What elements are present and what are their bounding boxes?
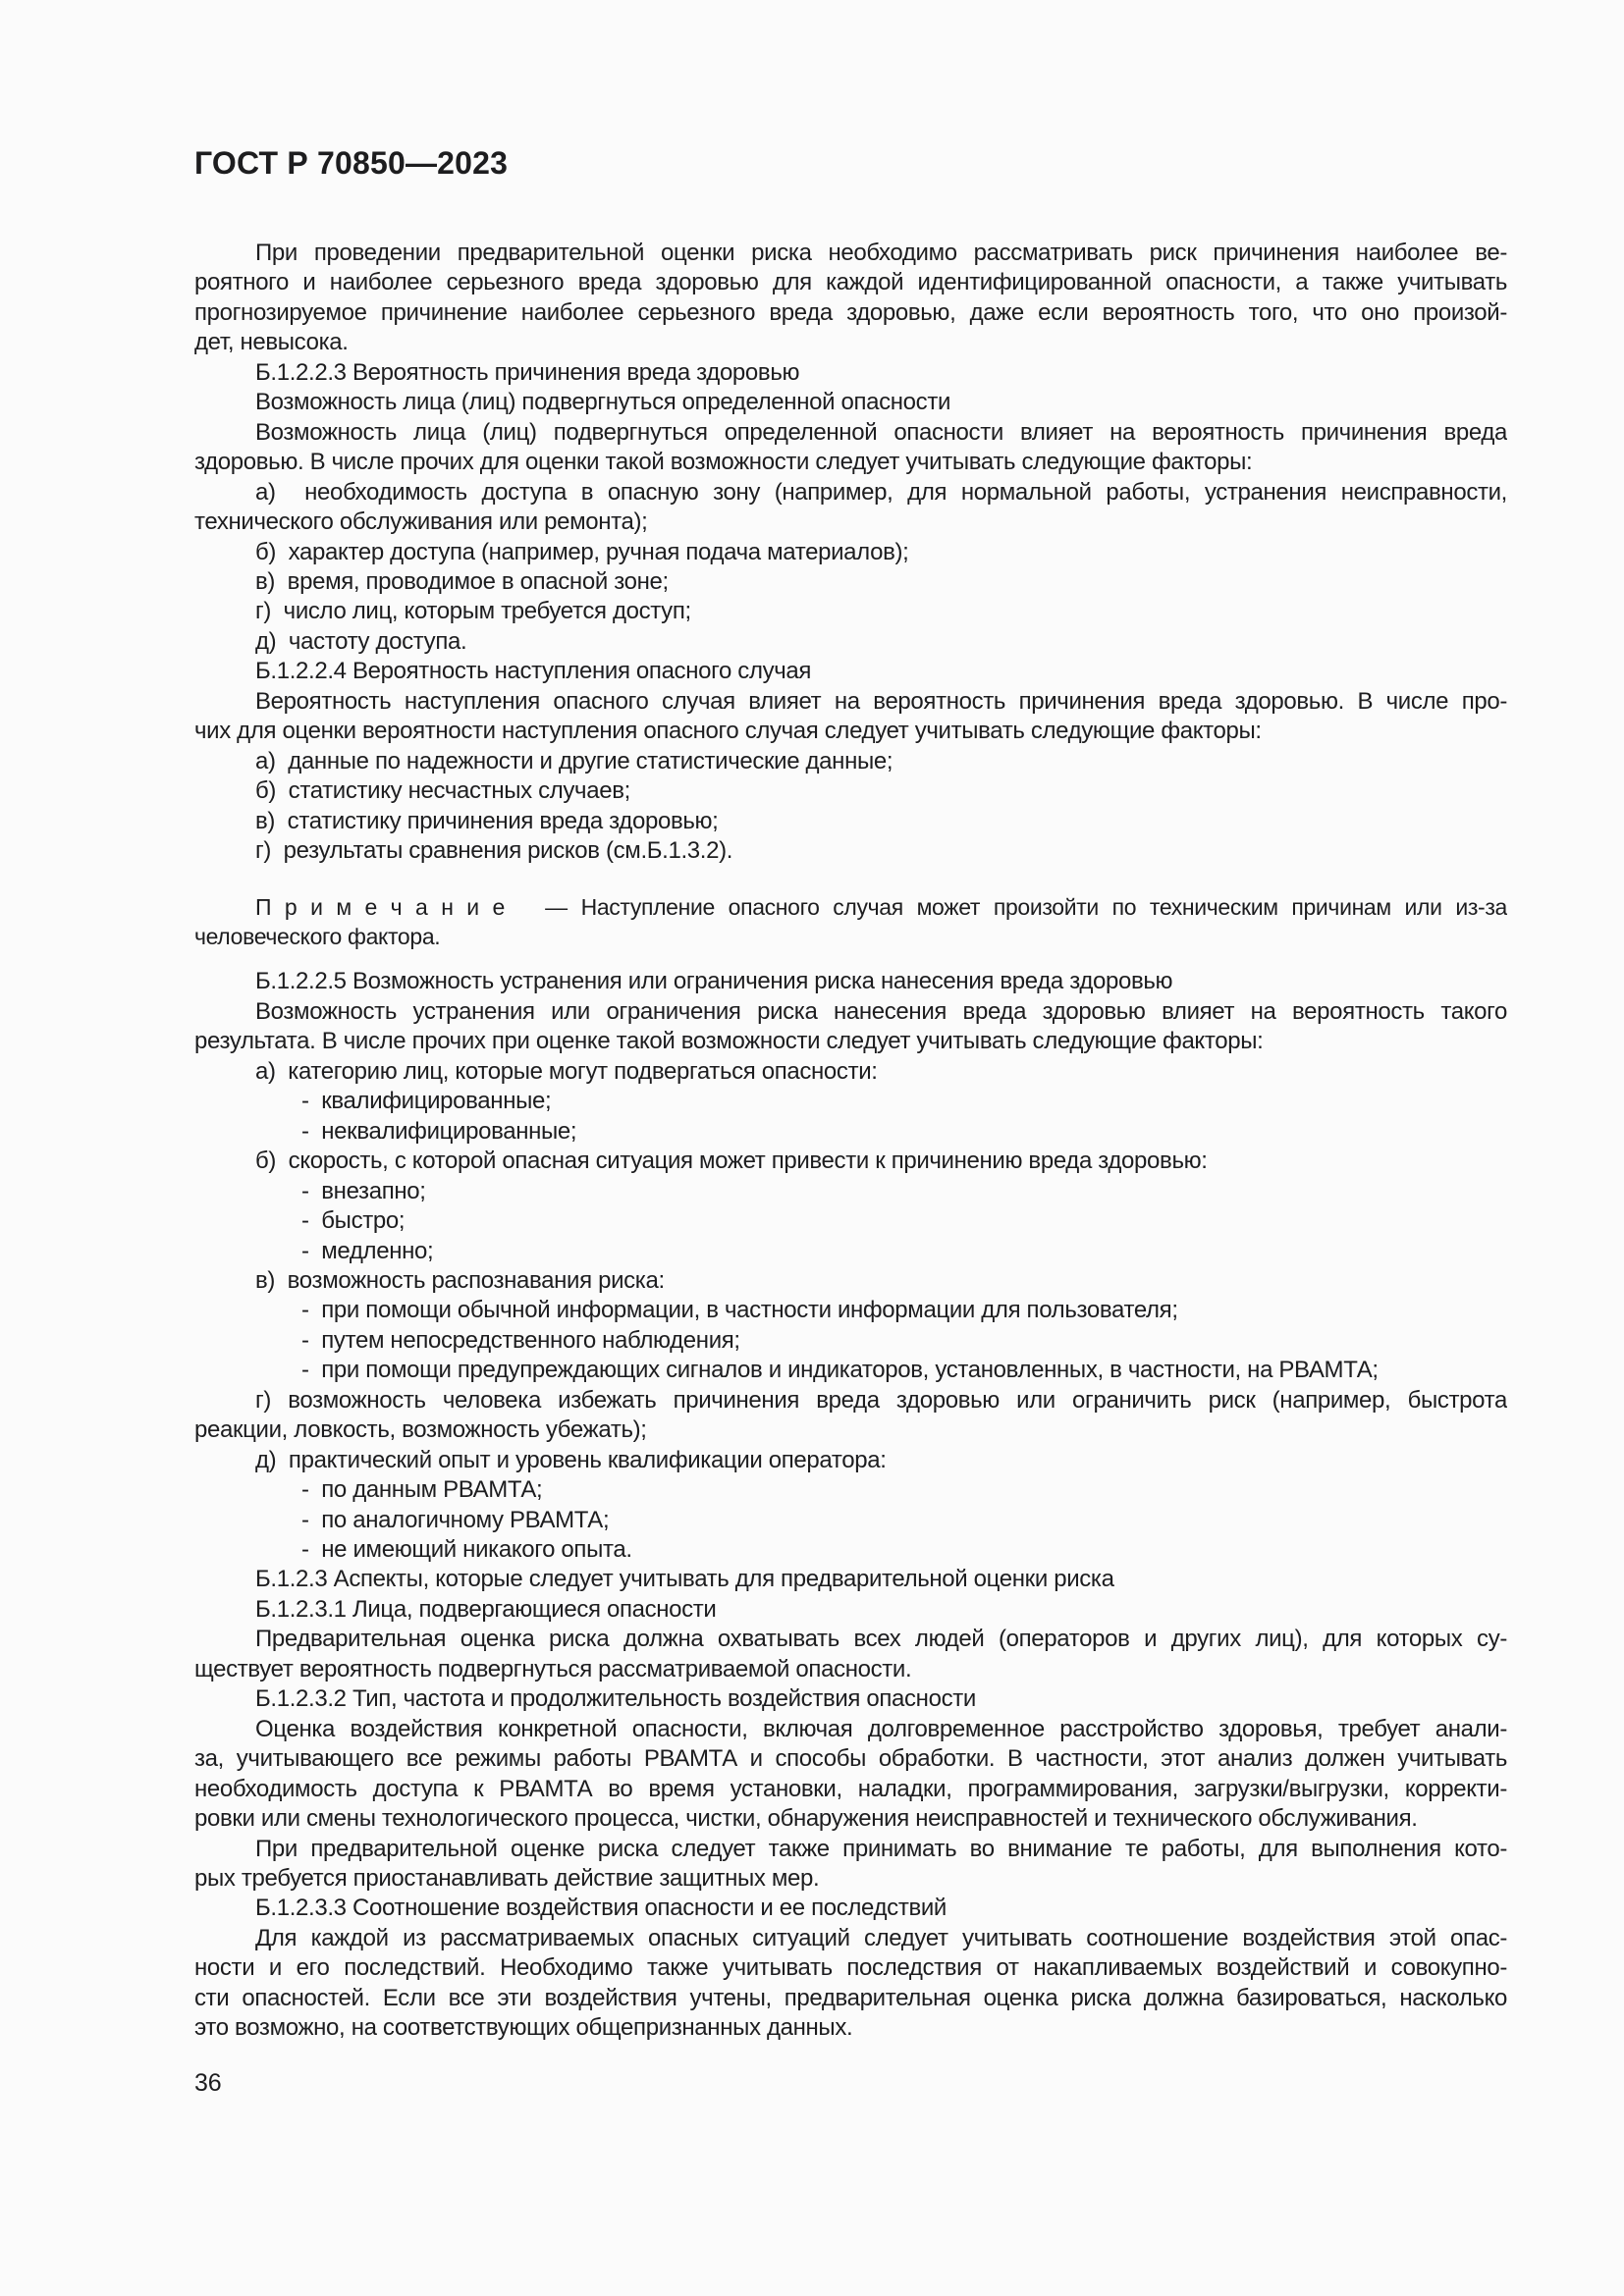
heading-block <box>194 1565 1507 1594</box>
text-line: рых требуется приостанавливать действие защитных мер. <box>194 1865 820 1893</box>
heading-block <box>194 1595 1507 1625</box>
heading-block <box>194 358 1507 388</box>
text-line: реакции, ловкость, возможность убежать); <box>194 1416 647 1444</box>
text-line: а) необходимость доступа в опасную зону (например, для нормальной работы, устранения неисправности, <box>255 478 1507 506</box>
text-line: человеческого фактора. <box>194 923 441 949</box>
text-line: При предварительной оценке риска следует также принимать во внимание те работы, для выполнения кото- <box>255 1835 1507 1862</box>
list-item-block <box>194 747 1507 776</box>
sub-item-block <box>194 1117 1507 1147</box>
text-line: Возможность лица (лиц) подвергнуться определенной опасности влияет на вероятность причинения вреда <box>255 418 1507 446</box>
list-item-block <box>194 836 1507 866</box>
text-line: ности и его последствий. Необходимо также учитывать последствия от накапливаемых воздействий и совокупно- <box>194 1954 1507 1982</box>
text-line: результата. В числе прочих при оценке такой возможности следует учитывать следующие факторы: <box>194 1028 1264 1055</box>
heading-block <box>194 657 1507 686</box>
text-line: Возможность лица (лиц) подвергнуться определенной опасности <box>255 389 951 416</box>
para-block <box>194 1835 1507 1895</box>
text-line: ровки или смены технологического процесса, чистки, обнаружения неисправностей и технического обслуживания. <box>194 1805 1418 1833</box>
text-line: Оценка воздействия конкретной опасности, включая долговременное расстройство здоровья, требует анали- <box>255 1715 1507 1742</box>
text-line: Б.1.2.3.3 Соотношение воздействия опасности и ее последствий <box>255 1895 947 1922</box>
text-line: б) скорость, с которой опасная ситуация может привести к причинению вреда здоровью: <box>255 1148 1208 1175</box>
text-line: Б.1.2.2.5 Возможность устранения или ограничения риска нанесения вреда здоровью <box>255 968 1173 995</box>
text-line: П р и м е ч а н и е — Наступление опасного случая может произойти по техническим причинам или из-за <box>255 893 1507 920</box>
list-item-block <box>194 597 1507 626</box>
para-block <box>194 1625 1507 1684</box>
text-line: г) число лиц, которым требуется доступ; <box>255 598 691 625</box>
text-line: дет, невысока. <box>194 329 349 356</box>
heading-block <box>194 1684 1507 1714</box>
standard-designation: ГОСТ Р 70850—2023 <box>194 145 509 181</box>
text-line: - медленно; <box>301 1237 434 1264</box>
list-item-block <box>194 1057 1507 1087</box>
list-item-block <box>194 776 1507 806</box>
text-line: а) данные по надежности и другие статистические данные; <box>255 747 893 774</box>
document-body <box>194 239 1507 2044</box>
list-item-block <box>194 538 1507 567</box>
text-line: здоровью. В числе прочих для оценки такой возможности следует учитывать следующие факторы: <box>194 449 1253 476</box>
list-item-block <box>194 807 1507 836</box>
text-line: б) характер доступа (например, ручная подача материалов); <box>255 538 909 565</box>
text-line: - путем непосредственного наблюдения; <box>301 1326 740 1354</box>
text-line: - по аналогичному РВАМТА; <box>301 1506 610 1533</box>
text-line: ществует вероятность подвергнуться рассматриваемой опасности. <box>194 1655 912 1682</box>
list-item-block <box>194 627 1507 657</box>
para-block <box>194 239 1507 358</box>
para-block <box>194 997 1507 1057</box>
para-block <box>194 1715 1507 1835</box>
text-line: - по данным РВАМТА; <box>301 1476 543 1504</box>
para-block <box>194 388 1507 417</box>
text-line: д) частоту доступа. <box>255 627 467 655</box>
text-line: в) возможность распознавания риска: <box>255 1266 665 1294</box>
text-line: Б.1.2.2.3 Вероятность причинения вреда здоровью <box>255 358 800 386</box>
para-block <box>194 418 1507 478</box>
heading-block <box>194 1894 1507 1923</box>
text-line: чих для оценки вероятности наступления опасного случая следует учитывать следующие факторы: <box>194 718 1262 745</box>
list-item-block <box>194 1446 1507 1475</box>
sub-item-block <box>194 1506 1507 1535</box>
list-item-block <box>194 567 1507 597</box>
sub-item-block <box>194 1237 1507 1266</box>
text-line: в) статистику причинения вреда здоровью; <box>255 807 719 834</box>
text-line: это возможно, на соответствующих общепризнанных данных. <box>194 2014 853 2042</box>
text-line: - не имеющий никакого опыта. <box>301 1536 632 1564</box>
text-line: Вероятность наступления опасного случая влияет на вероятность причинения вреда здоровью. В числе про- <box>255 687 1507 715</box>
text-line: Возможность устранения или ограничения риска нанесения вреда здоровью влияет на вероятность такого <box>255 997 1507 1025</box>
sub-item-block <box>194 1356 1507 1385</box>
text-line: Б.1.2.3 Аспекты, которые следует учитывать для предварительной оценки риска <box>255 1566 1114 1593</box>
text-line: г) возможность человека избежать причинения вреда здоровью или ограничить риск (например, быстрота <box>255 1386 1507 1414</box>
text-line: Б.1.2.3.1 Лица, подвергающиеся опасности <box>255 1595 717 1623</box>
text-line: за, учитывающего все режимы работы РВАМТА и способы обработки. В частности, этот анализ должен учитывать <box>194 1745 1507 1773</box>
heading-block <box>194 967 1507 996</box>
text-line: д) практический опыт и уровень квалификации оператора: <box>255 1446 887 1473</box>
sub-item-block <box>194 1535 1507 1565</box>
text-line: Б.1.2.3.2 Тип, частота и продолжительность воздействия опасности <box>255 1685 976 1713</box>
list-item-block <box>194 1147 1507 1176</box>
text-line: сти опасностей. Если все эти воздействия учтены, предварительная оценка риска должна базироваться, насколько <box>194 1984 1507 2011</box>
note-block <box>194 892 1507 952</box>
text-line: - при помощи обычной информации, в частности информации для пользователя; <box>301 1297 1178 1324</box>
text-line: Предварительная оценка риска должна охватывать всех людей (операторов и других лиц), для которых су- <box>255 1626 1507 1653</box>
text-line: б) статистику несчастных случаев; <box>255 777 630 805</box>
list-item-block <box>194 1266 1507 1296</box>
sub-item-block <box>194 1177 1507 1206</box>
para-block <box>194 687 1507 747</box>
list-item-block <box>194 1386 1507 1446</box>
page-number: 36 <box>194 2069 222 2097</box>
para-block <box>194 1924 1507 2044</box>
sub-item-block <box>194 1326 1507 1356</box>
text-line: в) время, проводимое в опасной зоне; <box>255 567 669 595</box>
text-line: Для каждой из рассматриваемых опасных ситуаций следует учитывать соотношение воздействия этой опас- <box>255 1924 1507 1951</box>
list-item-block <box>194 478 1507 538</box>
text-line: Б.1.2.2.4 Вероятность наступления опасного случая <box>255 658 812 685</box>
text-line: При проведении предварительной оценки риска необходимо рассматривать риск причинения наиболее ве- <box>255 240 1507 266</box>
text-line: г) результаты сравнения рисков (см.Б.1.3.2). <box>255 837 733 865</box>
sub-item-block <box>194 1087 1507 1116</box>
text-line: прогнозируемое причинение наиболее серьезного вреда здоровью, даже если вероятность того, что оно произой- <box>194 298 1507 326</box>
text-line: - квалифицированные; <box>301 1088 552 1115</box>
text-line: а) категорию лиц, которые могут подвергаться опасности: <box>255 1057 878 1085</box>
text-line: - быстро; <box>301 1207 406 1235</box>
text-line: необходимость доступа к РВАМТА во время установки, наладки, программирования, загрузки/выгрузки, корректи- <box>194 1775 1507 1802</box>
text-line: технического обслуживания или ремонта); <box>194 508 648 536</box>
text-line: - при помощи предупреждающих сигналов и индикаторов, установленных, в частности, на РВАМТА; <box>301 1357 1379 1384</box>
text-line: - неквалифицированные; <box>301 1117 577 1145</box>
text-line: - внезапно; <box>301 1177 426 1204</box>
sub-item-block <box>194 1475 1507 1505</box>
sub-item-block <box>194 1206 1507 1236</box>
sub-item-block <box>194 1296 1507 1325</box>
text-line: роятного и наиболее серьезного вреда здоровью для каждой идентифицированной опасности, а также учитывать <box>194 269 1507 296</box>
